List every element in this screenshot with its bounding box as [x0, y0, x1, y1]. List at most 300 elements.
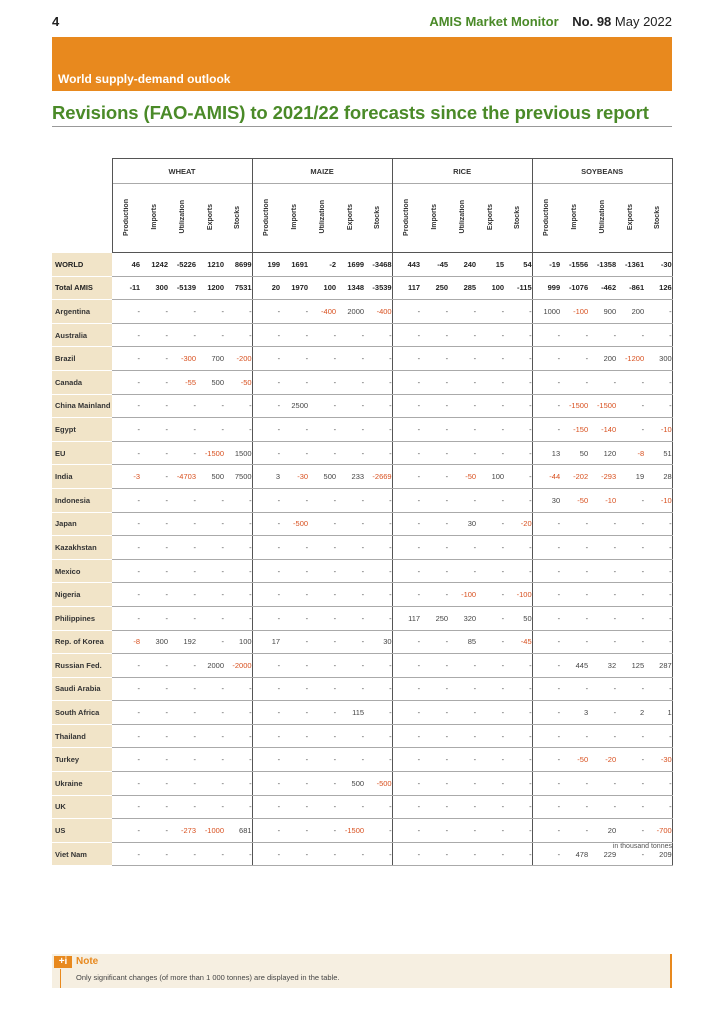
column-header-label: Production	[122, 198, 130, 236]
table-cell: -	[420, 512, 448, 536]
table-cell: -	[112, 842, 140, 866]
table-cell: -	[280, 559, 308, 583]
table-cell: -	[588, 583, 616, 607]
table-cell: -	[168, 724, 196, 748]
table-cell: -	[448, 701, 476, 725]
column-header-label: Utilization	[458, 200, 466, 234]
table-cell: -	[252, 724, 280, 748]
column-header-soybeans-production	[532, 184, 560, 253]
table-cell: -	[616, 488, 644, 512]
table-cell: -	[252, 772, 280, 796]
table-cell: -	[252, 677, 280, 701]
table-cell: -	[224, 488, 252, 512]
issue-date: May 2022	[614, 14, 672, 29]
table-cell: -	[140, 323, 168, 347]
title-divider	[52, 126, 672, 127]
table-cell: -	[532, 536, 560, 560]
table-cell: -	[588, 724, 616, 748]
table-cell: -	[504, 394, 532, 418]
table-row	[52, 795, 672, 819]
table-cell: -	[476, 559, 504, 583]
table-cell: -45	[420, 253, 448, 277]
table-cell: -	[504, 441, 532, 465]
table-cell: -	[504, 418, 532, 442]
column-header-row	[52, 184, 672, 253]
table-cell: -	[308, 512, 336, 536]
table-cell: -1076	[560, 276, 588, 300]
table-cell: -	[420, 394, 448, 418]
table-cell: -	[168, 441, 196, 465]
table-cell: 8699	[224, 253, 252, 277]
table-row	[52, 300, 672, 324]
table-cell: -	[252, 370, 280, 394]
column-header-rice-imports	[420, 184, 448, 253]
table-cell: -	[168, 559, 196, 583]
column-header-label: Production	[262, 198, 270, 236]
table-cell: -	[616, 677, 644, 701]
table-cell: -	[504, 724, 532, 748]
publication-name: AMIS Market Monitor	[429, 14, 559, 29]
table-cell: -	[336, 323, 364, 347]
table-cell: -	[140, 418, 168, 442]
table-cell: -	[476, 842, 504, 866]
table-cell: 200	[588, 347, 616, 371]
table-cell: -	[252, 748, 280, 772]
table-cell: -140	[588, 418, 616, 442]
table-cell: -	[392, 795, 420, 819]
table-cell: -5226	[168, 253, 196, 277]
column-header-soybeans-imports	[560, 184, 588, 253]
table-cell: 13	[532, 441, 560, 465]
row-label: US	[52, 819, 112, 843]
table-cell: -	[140, 559, 168, 583]
table-cell: -	[364, 323, 392, 347]
table-cell: -	[224, 323, 252, 347]
table-cell: -	[532, 370, 560, 394]
table-cell: -	[336, 654, 364, 678]
table-cell: -	[280, 724, 308, 748]
table-cell: -	[308, 795, 336, 819]
table-cell: -	[168, 300, 196, 324]
table-cell: -	[280, 370, 308, 394]
table-cell: 250	[420, 276, 448, 300]
table-cell: -	[448, 772, 476, 796]
row-label: Kazakhstan	[52, 536, 112, 560]
table-cell: -	[616, 819, 644, 843]
table-cell: -	[168, 418, 196, 442]
table-row	[52, 724, 672, 748]
table-cell: 20	[252, 276, 280, 300]
table-cell: -3	[112, 465, 140, 489]
column-header-wheat-stocks	[224, 184, 252, 253]
table-row	[52, 701, 672, 725]
table-cell: -	[336, 583, 364, 607]
table-cell: -	[644, 583, 672, 607]
table-cell: -	[588, 677, 616, 701]
table-cell: -	[336, 724, 364, 748]
table-cell: -	[644, 512, 672, 536]
table-cell: -30	[644, 253, 672, 277]
table-cell: -	[252, 819, 280, 843]
table-cell: -	[420, 748, 448, 772]
table-cell: -	[588, 630, 616, 654]
table-cell: 500	[196, 465, 224, 489]
column-header-maize-stocks	[364, 184, 392, 253]
table-cell: -	[140, 394, 168, 418]
table-cell: -	[112, 654, 140, 678]
table-row	[52, 819, 672, 843]
table-cell: -	[224, 724, 252, 748]
table-cell: -	[392, 394, 420, 418]
table-cell: 681	[224, 819, 252, 843]
table-cell: -	[448, 300, 476, 324]
table-cell: -	[112, 347, 140, 371]
page-header	[52, 14, 672, 30]
table-cell: -	[420, 323, 448, 347]
table-cell: 7531	[224, 276, 252, 300]
table-cell: 30	[448, 512, 476, 536]
table-cell: 300	[140, 276, 168, 300]
table-cell: -	[476, 488, 504, 512]
table-cell: -	[644, 606, 672, 630]
table-cell: -8	[616, 441, 644, 465]
table-cell: -	[112, 701, 140, 725]
table-cell: 28	[644, 465, 672, 489]
table-cell: -	[252, 512, 280, 536]
column-header-label: Imports	[430, 204, 438, 230]
table-cell: -	[420, 488, 448, 512]
column-header-wheat-exports	[196, 184, 224, 253]
table-cell: 192	[168, 630, 196, 654]
table-cell: 445	[560, 654, 588, 678]
table-cell: -	[476, 418, 504, 442]
table-cell: -	[140, 465, 168, 489]
table-cell: -	[560, 583, 588, 607]
table-cell: -100	[560, 300, 588, 324]
table-cell: -	[420, 536, 448, 560]
table-cell: 1970	[280, 276, 308, 300]
table-cell: -	[196, 418, 224, 442]
table-cell: -	[196, 748, 224, 772]
table-row	[52, 748, 672, 772]
note-accent-line	[60, 969, 61, 988]
table-cell: -	[476, 583, 504, 607]
table-cell: -2	[308, 253, 336, 277]
table-cell: -400	[308, 300, 336, 324]
table-body	[52, 253, 672, 866]
table-cell: -10	[644, 418, 672, 442]
table-cell: 1210	[196, 253, 224, 277]
table-cell: -	[336, 630, 364, 654]
table-cell: -10	[588, 488, 616, 512]
table-cell: -	[168, 772, 196, 796]
table-cell: -	[616, 418, 644, 442]
table-cell: -	[448, 488, 476, 512]
table-cell: -	[616, 512, 644, 536]
note-text: Only significant changes (of more than 1 000 tonnes) are displayed in the table.	[76, 973, 340, 982]
table-cell: -	[476, 748, 504, 772]
table-cell: -	[448, 677, 476, 701]
table-cell: -	[364, 394, 392, 418]
table-cell: 999	[532, 276, 560, 300]
table-cell: -	[420, 465, 448, 489]
table-cell: -	[532, 606, 560, 630]
table-cell: 2500	[280, 394, 308, 418]
publication-info	[429, 14, 672, 29]
table-cell: -	[280, 441, 308, 465]
table-cell: -	[560, 512, 588, 536]
row-label: EU	[52, 441, 112, 465]
table-cell: -	[112, 795, 140, 819]
table-cell: -	[140, 300, 168, 324]
table-cell: -	[224, 606, 252, 630]
table-cell: 1	[644, 701, 672, 725]
table-cell: -	[504, 488, 532, 512]
table-cell: -	[532, 748, 560, 772]
table-cell: -	[140, 842, 168, 866]
table-cell: -200	[224, 347, 252, 371]
section-banner	[52, 37, 672, 91]
column-header-soybeans-stocks	[644, 184, 672, 253]
table-cell: -	[448, 418, 476, 442]
table-cell: -	[112, 724, 140, 748]
table-cell: -	[112, 606, 140, 630]
table-cell: -50	[224, 370, 252, 394]
table-cell: -	[280, 606, 308, 630]
table-cell: -	[140, 724, 168, 748]
table-cell: -	[476, 795, 504, 819]
table-cell: -3468	[364, 253, 392, 277]
table-cell: -	[504, 347, 532, 371]
table-cell: -30	[644, 748, 672, 772]
table-row	[52, 842, 672, 866]
table-cell: -	[308, 536, 336, 560]
table-cell: -	[616, 606, 644, 630]
table-cell: -	[420, 701, 448, 725]
table-cell: -	[644, 394, 672, 418]
table-cell: -	[280, 418, 308, 442]
table-cell: -	[280, 842, 308, 866]
table-cell: -	[140, 606, 168, 630]
row-label: Total AMIS	[52, 276, 112, 300]
table-cell: -500	[364, 772, 392, 796]
table-cell: -	[532, 559, 560, 583]
table-cell: -	[196, 536, 224, 560]
table-cell: -	[280, 630, 308, 654]
table-cell: -273	[168, 819, 196, 843]
table-cell: -	[532, 394, 560, 418]
table-cell: -	[140, 654, 168, 678]
row-label: Philippines	[52, 606, 112, 630]
table-cell: -	[392, 654, 420, 678]
table-cell: -44	[532, 465, 560, 489]
table-cell: -	[616, 370, 644, 394]
table-cell: -	[392, 418, 420, 442]
table-cell: 19	[616, 465, 644, 489]
column-header-wheat-production	[112, 184, 140, 253]
table-cell: 233	[336, 465, 364, 489]
table-cell: -	[588, 795, 616, 819]
row-label: Mexico	[52, 559, 112, 583]
table-cell: -	[644, 677, 672, 701]
table-cell: -	[448, 842, 476, 866]
table-row	[52, 465, 672, 489]
table-cell: -	[532, 418, 560, 442]
table-cell: 100	[476, 465, 504, 489]
table-cell: -	[196, 701, 224, 725]
table-cell: -	[308, 654, 336, 678]
table-cell: -	[196, 795, 224, 819]
table-cell: -	[280, 795, 308, 819]
column-header-rice-utilization	[448, 184, 476, 253]
table-cell: -	[392, 536, 420, 560]
column-header-soybeans-utilization	[588, 184, 616, 253]
column-header-label: Stocks	[234, 205, 242, 229]
table-cell: -	[364, 536, 392, 560]
table-cell: -1500	[196, 441, 224, 465]
table-cell: 500	[196, 370, 224, 394]
table-cell: 17	[252, 630, 280, 654]
table-cell: -300	[168, 347, 196, 371]
table-cell: -1500	[560, 394, 588, 418]
table-cell: -	[280, 701, 308, 725]
table-cell: -	[308, 418, 336, 442]
table-cell: 500	[308, 465, 336, 489]
table-cell: -	[420, 724, 448, 748]
table-cell: -	[112, 583, 140, 607]
table-cell: -	[280, 654, 308, 678]
table-cell: -	[224, 701, 252, 725]
table-row	[52, 606, 672, 630]
table-cell: -	[308, 370, 336, 394]
table-cell: -1361	[616, 253, 644, 277]
table-cell: -	[588, 323, 616, 347]
table-cell: 2000	[336, 300, 364, 324]
table-cell: -100	[448, 583, 476, 607]
table-cell: -11	[112, 276, 140, 300]
table-row	[52, 536, 672, 560]
table-cell: -	[616, 536, 644, 560]
column-header-wheat-utilization	[168, 184, 196, 253]
table-cell: -	[252, 583, 280, 607]
table-cell: -	[448, 559, 476, 583]
issue-number: No. 98	[572, 14, 612, 29]
table-cell: -	[644, 536, 672, 560]
table-cell: -	[448, 323, 476, 347]
table-cell: -	[532, 677, 560, 701]
table-cell: -2669	[364, 465, 392, 489]
table-cell: -	[168, 677, 196, 701]
table-row	[52, 441, 672, 465]
table-cell: -	[392, 724, 420, 748]
table-cell: -	[532, 819, 560, 843]
table-cell: -	[504, 654, 532, 678]
table-cell: -	[420, 347, 448, 371]
table-cell: -	[140, 701, 168, 725]
table-cell: -	[392, 370, 420, 394]
table-cell: -	[196, 842, 224, 866]
table-cell: -500	[280, 512, 308, 536]
table-cell: -	[616, 394, 644, 418]
table-row	[52, 276, 672, 300]
table-row	[52, 583, 672, 607]
table-cell: -	[112, 488, 140, 512]
table-row	[52, 418, 672, 442]
table-row	[52, 253, 672, 277]
units-caption: in thousand tonnes	[612, 843, 672, 850]
column-header-label: Imports	[150, 204, 158, 230]
table-cell: -19	[532, 253, 560, 277]
table-cell: 300	[644, 347, 672, 371]
table-cell: -	[252, 842, 280, 866]
table-cell: -8	[112, 630, 140, 654]
table-cell: -	[112, 323, 140, 347]
table-cell: -	[252, 347, 280, 371]
table-cell: -	[140, 772, 168, 796]
table-cell: -	[476, 630, 504, 654]
table-cell: -1500	[336, 819, 364, 843]
table-cell: -	[392, 347, 420, 371]
table-cell: 320	[448, 606, 476, 630]
table-cell: -	[476, 701, 504, 725]
table-cell: -	[112, 418, 140, 442]
table-cell: -	[532, 724, 560, 748]
table-cell: -	[196, 677, 224, 701]
table-cell: -	[224, 394, 252, 418]
table-cell: -	[448, 724, 476, 748]
table-cell: -	[420, 300, 448, 324]
table-cell: -	[392, 748, 420, 772]
table-cell: -	[448, 795, 476, 819]
table-cell: -	[336, 748, 364, 772]
table-cell: -150	[560, 418, 588, 442]
column-header-label: Imports	[570, 204, 578, 230]
table-cell: -	[504, 701, 532, 725]
table-cell: -	[364, 512, 392, 536]
table-cell: -	[196, 606, 224, 630]
table-cell: -30	[280, 465, 308, 489]
column-header-maize-imports	[280, 184, 308, 253]
table-cell: -202	[560, 465, 588, 489]
table-cell: -	[588, 772, 616, 796]
table-cell: -	[476, 512, 504, 536]
table-cell: -	[392, 512, 420, 536]
row-label: Nigeria	[52, 583, 112, 607]
table-row	[52, 559, 672, 583]
table-cell: 30	[364, 630, 392, 654]
table-cell: 240	[448, 253, 476, 277]
table-cell: -50	[448, 465, 476, 489]
table-cell: 209	[644, 842, 672, 866]
column-header-label: Stocks	[654, 205, 662, 229]
table-cell: -	[196, 488, 224, 512]
row-label: Japan	[52, 512, 112, 536]
column-header-label: Exports	[486, 203, 494, 231]
table-cell: -	[168, 701, 196, 725]
table-cell: -	[224, 559, 252, 583]
table-cell: 115	[336, 701, 364, 725]
table-cell: -	[532, 772, 560, 796]
table-cell: -	[224, 418, 252, 442]
table-cell: -	[140, 677, 168, 701]
table-cell: -	[560, 724, 588, 748]
table-cell: -	[644, 630, 672, 654]
table-cell: 100	[476, 276, 504, 300]
table-cell: -	[420, 654, 448, 678]
table-cell: -	[168, 323, 196, 347]
table-cell: 50	[504, 606, 532, 630]
table-cell: -	[476, 370, 504, 394]
